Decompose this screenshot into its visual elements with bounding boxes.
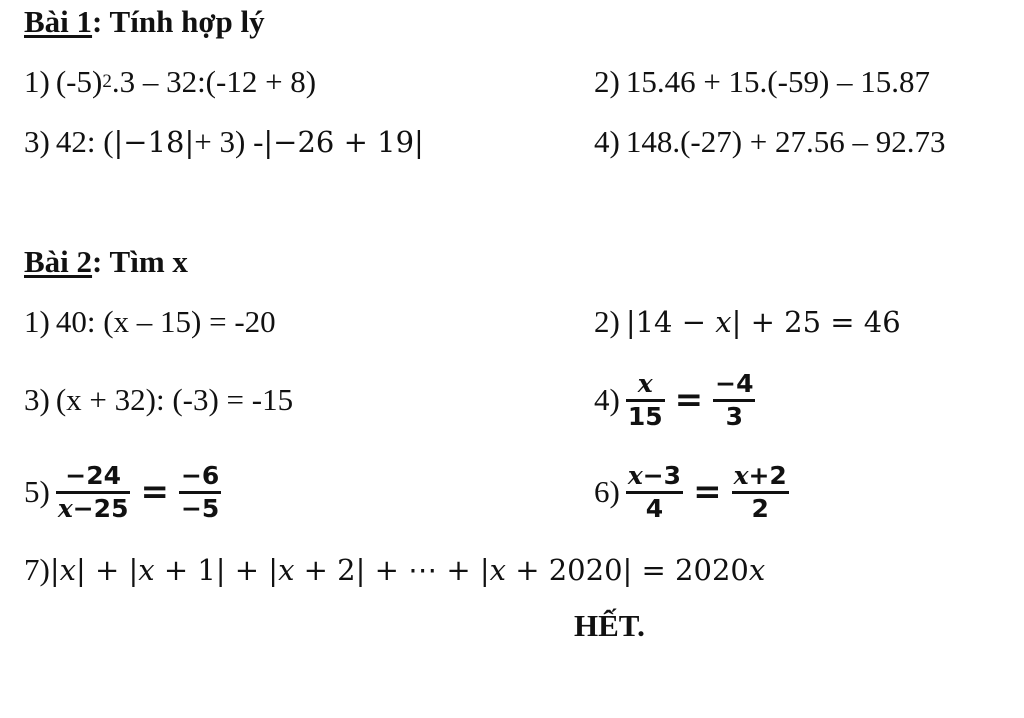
problem-2-1 xyxy=(24,292,276,352)
section-heading-text: : Tính hợp lý xyxy=(92,4,265,39)
fraction xyxy=(626,461,683,524)
problem-row xyxy=(0,540,1024,600)
expression-part: + 1| + | xyxy=(154,553,279,587)
numerator: −6 xyxy=(180,460,220,490)
denominator: 4 xyxy=(645,493,664,523)
problem-number: 1) xyxy=(24,304,50,339)
expression-part: + 2| + ⋯ + | xyxy=(294,553,490,587)
expression-part: +2 xyxy=(748,460,787,490)
expression-part: | xyxy=(49,553,60,587)
expression-part: + 2020| = 2020 xyxy=(506,553,749,587)
section-label: Bài 2 xyxy=(24,244,93,279)
problem-number: 4) xyxy=(594,124,620,159)
expression: 148.(-27) + 27.56 – 92.73 xyxy=(625,124,946,159)
expression: 40: (x – 15) = -20 xyxy=(55,304,276,339)
problem-number: 2) xyxy=(594,64,620,99)
equals-sign: = xyxy=(693,472,722,512)
problem-2-3 xyxy=(24,366,293,434)
end-marker: HẾT. xyxy=(574,608,645,643)
section-title-bai-1 xyxy=(24,4,265,40)
problem-number: 3) xyxy=(24,382,50,417)
expression-part: |14 − xyxy=(625,305,716,339)
problem-1-2 xyxy=(594,52,930,112)
variable: x xyxy=(733,460,749,490)
expression: 15.46 + 15.(-59) – 15.87 xyxy=(625,64,931,99)
exponent: 2 xyxy=(102,71,112,92)
numerator xyxy=(636,369,655,399)
section-title-bai-2 xyxy=(24,244,188,280)
variable: x xyxy=(748,553,766,587)
numerator: −24 xyxy=(65,460,122,490)
variable: x xyxy=(715,305,732,339)
problem-1-3 xyxy=(24,112,424,172)
denominator: 2 xyxy=(751,493,769,523)
math-expression: |−18| xyxy=(113,125,195,159)
numerator xyxy=(732,461,789,491)
equals-sign: = xyxy=(674,380,704,420)
problem-row xyxy=(0,112,1024,172)
problem-number: 1) xyxy=(24,64,50,99)
expression-part: | + 25 = 46 xyxy=(731,305,901,339)
problem-row xyxy=(0,292,1024,352)
math-expression: |−26 + 19| xyxy=(263,125,424,159)
numerator: −4 xyxy=(715,368,754,398)
problem-number: 2) xyxy=(594,304,620,339)
expression-part: .3 – 32:(-12 + 8) xyxy=(111,64,317,99)
problem-1-4 xyxy=(594,112,946,172)
expression-part: + 3) - xyxy=(194,124,264,159)
variable: x xyxy=(57,493,73,523)
denominator: 3 xyxy=(725,401,743,431)
variable: x xyxy=(627,460,643,490)
problem-2-4 xyxy=(594,366,759,434)
problem-number: 3) xyxy=(24,124,50,159)
numerator xyxy=(626,461,683,491)
denominator xyxy=(56,494,131,524)
fraction xyxy=(713,369,755,432)
section-heading-text: : Tìm x xyxy=(92,244,188,279)
expression: (x + 32): (-3) = -15 xyxy=(55,382,294,417)
expression-part: −3 xyxy=(642,460,682,490)
problem-1-1 xyxy=(24,52,316,112)
problem-number: 6) xyxy=(594,474,620,509)
equals-sign: = xyxy=(140,472,169,512)
denominator: 15 xyxy=(627,401,663,431)
variable: x xyxy=(489,553,506,587)
problem-row xyxy=(0,458,1024,526)
problem-2-2 xyxy=(594,292,901,352)
math-expression xyxy=(50,553,765,587)
fraction xyxy=(626,369,665,432)
math-expression xyxy=(626,305,901,339)
expression-part: | + | xyxy=(75,553,139,587)
problem-row xyxy=(0,366,1024,434)
expression-part: (-5) xyxy=(55,64,103,99)
denominator: −5 xyxy=(180,493,220,523)
fraction xyxy=(179,461,221,524)
problem-2-5 xyxy=(24,458,225,526)
variable: x xyxy=(59,553,76,587)
variable: x xyxy=(637,368,653,398)
problem-row xyxy=(0,52,1024,112)
variable: x xyxy=(138,553,155,587)
section-label: Bài 1 xyxy=(24,4,93,39)
variable: x xyxy=(278,553,295,587)
expression-part: −25 xyxy=(72,493,129,523)
problem-2-6 xyxy=(594,458,793,526)
fraction xyxy=(732,461,789,524)
problem-number: 4) xyxy=(594,382,620,417)
expression-part: 42: ( xyxy=(55,124,114,159)
problem-number: 7) xyxy=(24,552,50,587)
fraction xyxy=(56,461,131,524)
problem-number: 5) xyxy=(24,474,50,509)
problem-2-7 xyxy=(24,540,765,600)
